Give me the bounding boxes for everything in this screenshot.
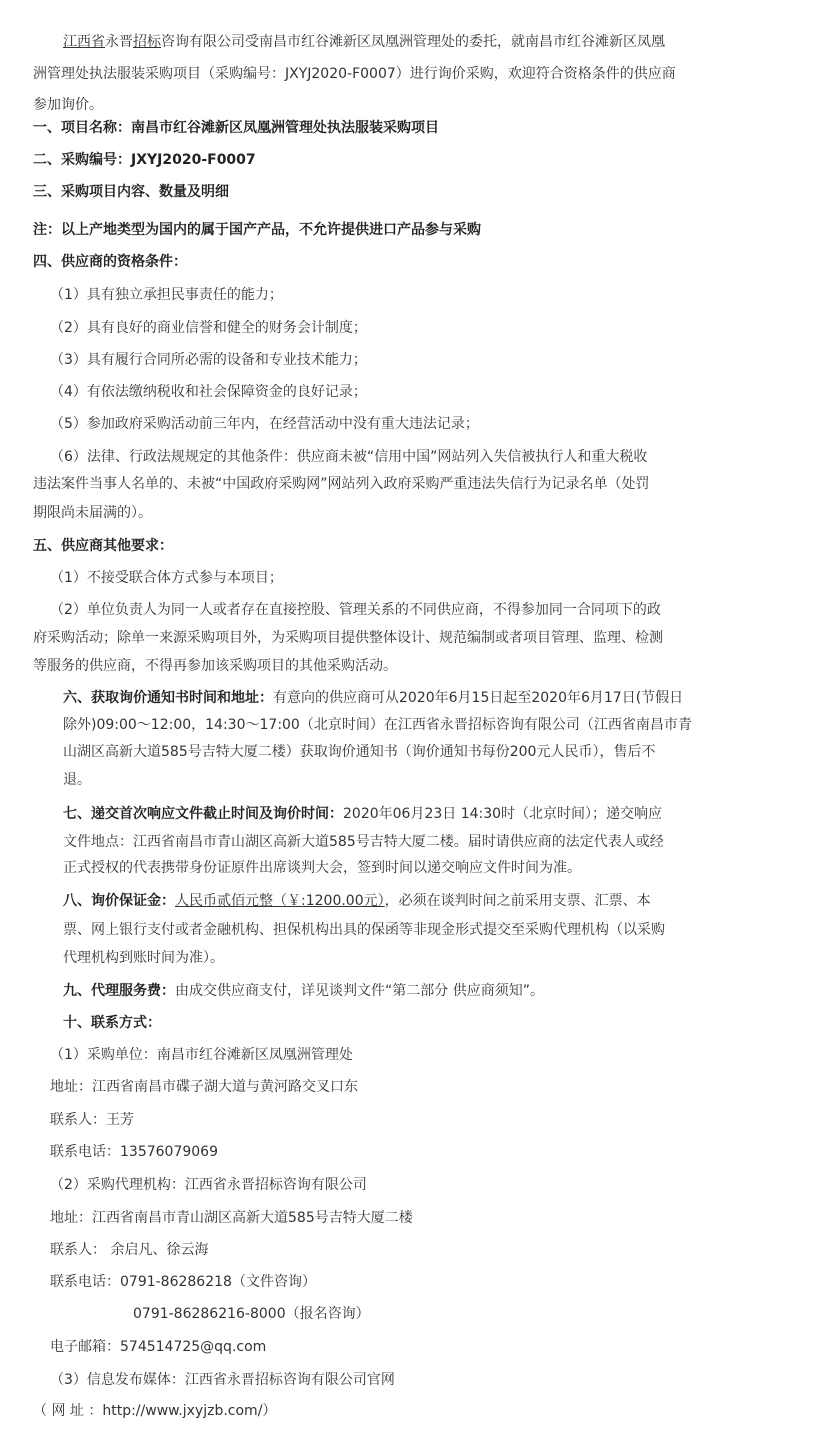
intro-line-3: 参加询价。 [33, 97, 103, 113]
intro-line-1-rest: 咨询有限公司受南昌市红谷滩新区凤凰洲管理处的委托，就南昌市红谷滩新区凤凰 [161, 34, 665, 50]
contact-2-phone-registration: 0791-86286216-8000（报名咨询） [133, 1306, 370, 1322]
s4-item-5: （5）参加政府采购活动前三年内，在经营活动中没有重大违法记录； [50, 416, 479, 432]
contact-1-buyer: （1）采购单位：南昌市红谷滩新区凤凰洲管理处 [50, 1047, 353, 1063]
s6-line-1-rest: 有意向的供应商可从2020年6月15日起至2020年6月17日(节假日 [273, 690, 684, 706]
contact-2-agency: （2）采购代理机构：江西省永晋招标咨询有限公司 [50, 1177, 367, 1193]
s8-line-2: 票、网上银行支付或者金融机构、担保机构出具的保函等非现金形式提交至采购代理机构（以采购 [63, 922, 665, 938]
contact-1-phone: 联系电话：13576079069 [50, 1144, 218, 1160]
contact-1-address: 地址：江西省南昌市碟子湖大道与黄河路交叉口东 [50, 1079, 358, 1095]
contact-2-address: 地址：江西省南昌市青山湖区高新大道585号吉特大厦二楼 [50, 1210, 413, 1226]
s4-item-6-line-2: 违法案件当事人名单的、未被“中国政府采购网”网站列入政府采购严重违法失信行为记录名单（处罚 [33, 476, 650, 492]
section-4-title: 四、供应商的资格条件： [33, 254, 187, 270]
s4-item-3: （3）具有履行合同所必需的设备和专业技术能力； [50, 352, 367, 368]
s4-item-6-line-1: （6）法律、行政法规规定的其他条件：供应商未被“信用中国”网站列入失信被执行人和重大税收 [50, 449, 648, 465]
section-3-content: 三、采购项目内容、数量及明细 [33, 184, 229, 200]
s8-deposit-amount: 人民币贰佰元整（￥:1200.00元） [175, 893, 385, 909]
s9-line [63, 981, 544, 1001]
s4-item-2: （2）具有良好的商业信誉和健全的财务会计制度； [50, 320, 367, 336]
intro-line-1 [63, 32, 665, 52]
section-5-title: 五、供应商其他要求： [33, 538, 173, 554]
s4-item-4: （4）有依法缴纳税收和社会保障资金的良好记录； [50, 384, 367, 400]
s6-line-1 [63, 688, 683, 708]
s5-item-2-line-1: （2）单位负责人为同一人或者存在直接控股、管理关系的不同供应商，不得参加同一合同项下的政 [50, 602, 661, 618]
s8-label: 八、询价保证金： [63, 893, 175, 909]
org-link-zhaobiao[interactable]: 招标 [133, 34, 161, 50]
contact-3-media: （3）信息发布媒体：江西省永晋招标咨询有限公司官网 [50, 1372, 395, 1388]
contact-2-person: 联系人： 余启凡、徐云海 [50, 1242, 209, 1258]
intro-line-2: 洲管理处执法服装采购项目（采购编号：JXYJ2020-F0007）进行询价采购，欢迎符合资格条件的供应商 [33, 66, 676, 82]
website-link[interactable]: （ 网 址 ：http://www.jxyjzb.com/） [33, 1403, 277, 1419]
s8-line-1-rest: ，必须在谈判时间之前采用支票、汇票、本 [384, 893, 651, 909]
s7-line-1 [63, 804, 662, 824]
s5-item-2-line-2: 府采购活动；除单一来源采购项目外，为采购项目提供整体设计、规范编制或者项目管理、监理、检测 [33, 630, 663, 646]
s5-item-2-line-3: 等服务的供应商，不得再参加该采购项目的其他采购活动。 [33, 658, 397, 674]
s7-line-2: 文件地点：江西省南昌市青山湖区高新大道585号吉特大厦二楼。届时请供应商的法定代表人或经 [63, 834, 664, 850]
s7-line-3: 正式授权的代表携带身份证原件出席谈判大会，签到时间以递交响应文件时间为准。 [63, 860, 581, 876]
s4-item-1: （1）具有独立承担民事责任的能力； [50, 287, 283, 303]
s6-label: 六、获取询价通知书时间和地址： [63, 690, 273, 706]
note-domestic-products: 注：以上产地类型为国内的属于国产产品，不允许提供进口产品参与采购 [33, 222, 481, 238]
org-link-jiangxi[interactable]: 江西省 [63, 34, 105, 50]
s6-line-2: 除外)09:00～12:00，14:30～17:00（北京时间）在江西省永晋招标咨询有限公司（江西省南昌市青 [63, 717, 692, 733]
s7-label: 七、递交首次响应文件截止时间及询价时间： [63, 806, 343, 822]
s6-line-3: 山湖区高新大道585号吉特大厦二楼）获取询价通知书（询价通知书每份200元人民币），售后不 [63, 744, 656, 760]
s9-label: 九、代理服务费： [63, 983, 175, 999]
contact-email[interactable]: 电子邮箱：574514725@qq.com [50, 1339, 267, 1355]
s8-line-3: 代理机构到账时间为准）。 [63, 950, 224, 966]
org-text: 永晋 [105, 34, 133, 50]
s6-line-4: 退。 [63, 772, 91, 788]
section-1-project-name: 一、项目名称：南昌市红谷滩新区凤凰洲管理处执法服装采购项目 [33, 120, 439, 136]
section-2-procurement-number: 二、采购编号：JXYJ2020-F0007 [33, 152, 256, 168]
s5-item-1: （1）不接受联合体方式参与本项目； [50, 570, 283, 586]
contact-1-person: 联系人：王芳 [50, 1112, 134, 1128]
s8-line-1 [63, 891, 651, 911]
s9-text: 由成交供应商支付，详见谈判文件“第二部分 供应商须知”。 [175, 983, 544, 999]
s7-line-1-rest: 2020年06月23日 14:30时（北京时间）；递交响应 [343, 806, 663, 822]
contact-2-phone-file: 联系电话：0791-86286218（文件咨询） [50, 1274, 316, 1290]
s4-item-6-line-3: 期限尚未届满的）。 [33, 505, 152, 521]
section-10-title: 十、联系方式： [63, 1015, 161, 1031]
